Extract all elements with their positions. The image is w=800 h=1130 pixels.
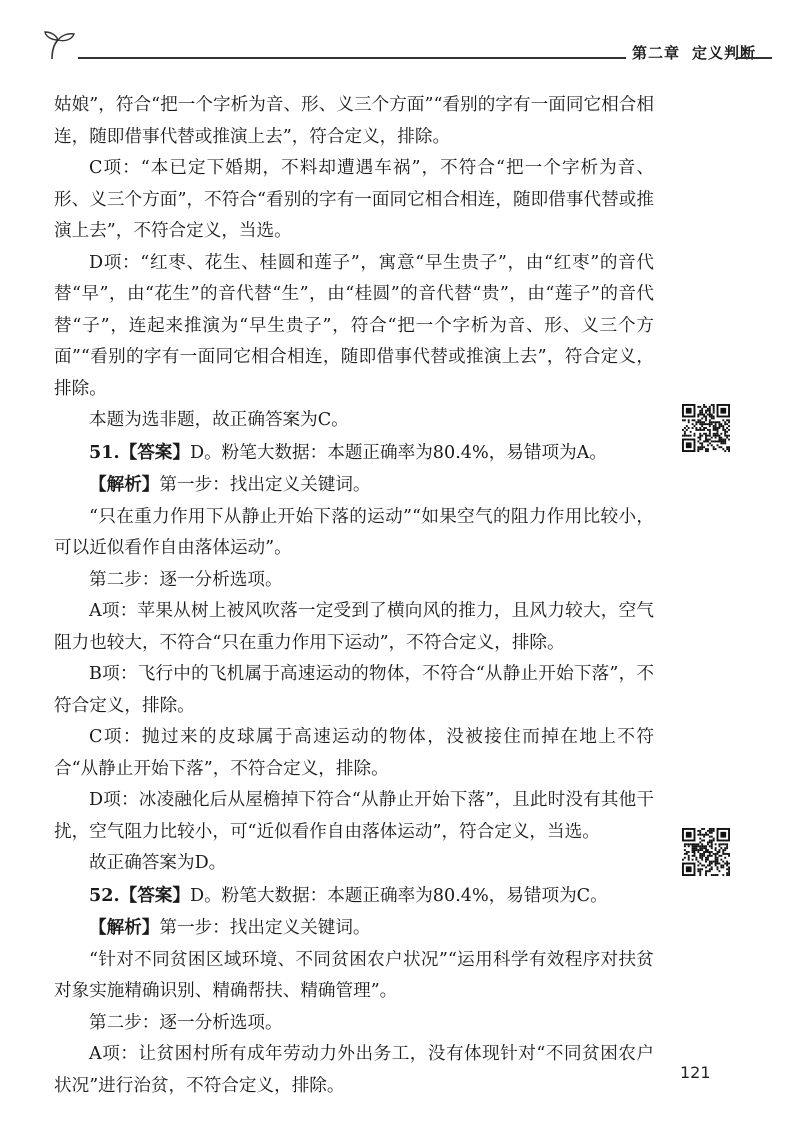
paragraph-text: 第二步：逐一分析选项。 xyxy=(89,569,283,590)
paragraph xyxy=(54,912,654,945)
paragraph-text: B项：飞行中的飞机属于高速运动的物体，不符合“从静止开始下落”，不符合定义，排除。 xyxy=(54,664,654,716)
chapter-heading xyxy=(632,42,756,63)
paragraph xyxy=(54,722,654,785)
answer-tag: 51.【答案】 xyxy=(89,441,190,463)
paragraph-text: 故正确答案为D。 xyxy=(89,853,227,873)
qr-code-question-51[interactable] xyxy=(682,404,730,452)
paragraph xyxy=(54,1039,654,1102)
paragraph-text: D。粉笔大数据：本题正确率为80.4%，易错项为C。 xyxy=(189,885,608,906)
paragraph-text: A项：让贫困村所有成年劳动力外出务工，没有体现针对“不同贫困农户状况”进行治贫，不符合定义，排除。 xyxy=(54,1044,654,1096)
paragraph xyxy=(54,785,654,848)
paragraph-text: A项：苹果从树上被风吹落一定受到了横向风的推力，且风力较大，空气阻力也较大，不符合“只在重力作用下运动”，不符合定义，排除。 xyxy=(54,601,654,653)
sprout-icon xyxy=(42,30,82,60)
paragraph-text: 姑娘”，符合“把一个字析为音、形、义三个方面”“看别的字有一面同它相合相连，随即借事代替或推演上去”，符合定义，排除。 xyxy=(54,95,654,147)
page-number: 121 xyxy=(680,1063,711,1082)
header-rule xyxy=(78,57,626,59)
paragraph xyxy=(54,659,654,722)
paragraph xyxy=(54,405,654,437)
paragraph xyxy=(54,469,654,502)
paragraph-text: “只在重力作用下从静止开始下落的运动”“如果空气的阻力作用比较小，可以近似看作自由落体运动”。 xyxy=(54,506,654,558)
header-rule-end xyxy=(736,57,772,59)
paragraph-text: “针对不同贫困区域环境、不同贫困农户状况”“运用科学有效程序对扶贫对象实施精确识别、精确帮扶、精确管理”。 xyxy=(54,949,654,1001)
chapter-title: 定义判断 xyxy=(692,44,757,62)
paragraph-text: C项：抛过来的皮球属于高速运动的物体，没被接住而掉在地上不符合“从静止开始下落”，不符合定义，排除。 xyxy=(54,727,654,779)
paragraph-text: D项：冰凌融化后从屋檐掉下符合“从静止开始下落”，且此时没有其他干扰，空气阻力比较小，可“近似看作自由落体运动”，符合定义，当选。 xyxy=(54,790,654,842)
paragraph-text: 第二步：逐一分析选项。 xyxy=(89,1012,283,1033)
paragraph-text: 本题为选非题，故正确答案为C。 xyxy=(89,410,349,430)
paragraph xyxy=(54,90,654,153)
paragraph xyxy=(54,502,654,565)
page-body xyxy=(54,90,654,1102)
paragraph xyxy=(54,880,654,913)
answer-tag: 【解析】 xyxy=(89,474,160,495)
paragraph xyxy=(54,565,654,597)
paragraph xyxy=(54,1008,654,1040)
answer-tag: 【解析】 xyxy=(89,917,160,938)
paragraph-text: D项：“红枣、花生、桂圆和莲子”，寓意“早生贵子”，由“红枣”的音代替“早”，由“花生”的音代替“生”，由“桂圆”的音代替“贵”，由“莲子”的音代替“子”，连起来推演为“早生贵子”，符合“把一个字析为音、形、义三个方面”“看别的字有一面同它相合相连，随即借事代替或推演上去”，符合定义，排除。 xyxy=(54,252,654,399)
page-header xyxy=(40,28,770,68)
paragraph xyxy=(54,437,654,470)
paragraph-text: D。粉笔大数据：本题正确率为80.4%，易错项为A。 xyxy=(189,442,607,463)
paragraph xyxy=(54,153,654,248)
qr-code-question-52[interactable] xyxy=(682,828,730,876)
paragraph-text: 第一步：找出定义关键词。 xyxy=(159,918,371,938)
chapter-number: 第二章 xyxy=(632,44,681,62)
paragraph xyxy=(54,596,654,659)
paragraph xyxy=(54,848,654,880)
paragraph-text: 第一步：找出定义关键词。 xyxy=(159,475,371,495)
answer-tag: 52.【答案】 xyxy=(89,884,190,906)
paragraph-text: C项：“本已定下婚期，不料却遭遇车祸”，不符合“把一个字析为音、形、义三个方面”，不符合“看别的字有一面同它相合相连，随即借事代替或推演上去”，不符合定义，当选。 xyxy=(54,158,654,241)
paragraph xyxy=(54,945,654,1008)
paragraph xyxy=(54,248,654,406)
